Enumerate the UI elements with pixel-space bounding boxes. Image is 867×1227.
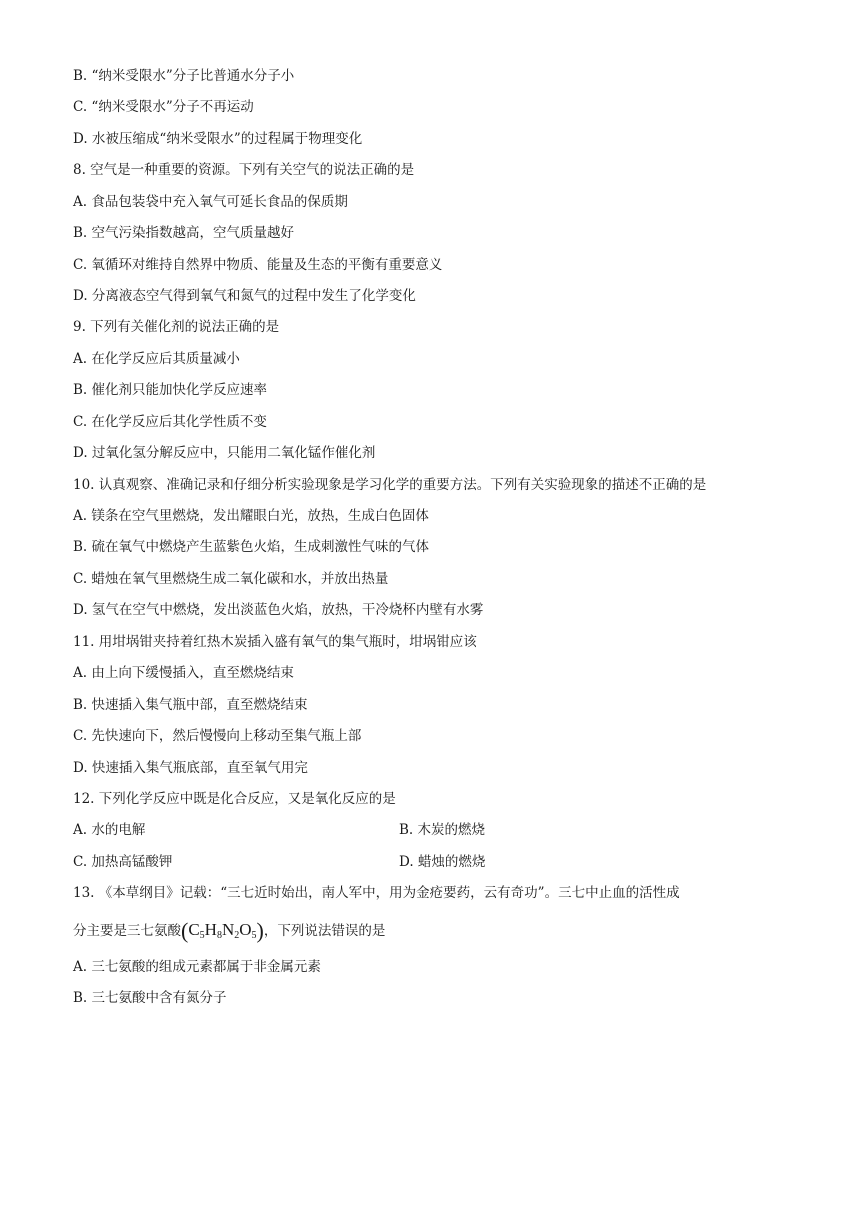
- option-8b: B. 空气污染指数越高，空气质量越好: [73, 225, 295, 241]
- question-12: 12. 下列化学反应中既是化合反应，又是氧化反应的是: [73, 791, 396, 807]
- option-8c: C. 氧循环对维持自然界中物质、能量及生态的平衡有重要意义: [73, 257, 443, 273]
- question-13: 13. 《本草纲目》记载：“三七近时始出，南人军中，用为金疮要药，云有奇功”。三七中止血的活性成: [73, 885, 680, 901]
- option-13a: A. 三七氨酸的组成元素都属于非金属元素: [73, 959, 321, 975]
- option-9a: A. 在化学反应后其质量减小: [73, 351, 240, 367]
- option-12b: B. 木炭的燃烧: [399, 822, 486, 838]
- option-9d: D. 过氧化氢分解反应中，只能用二氧化锰作催化剂: [73, 445, 376, 461]
- option-8d: D. 分离液态空气得到氧气和氮气的过程中发生了化学变化: [73, 288, 416, 304]
- option-12c: C. 加热高锰酸钾: [73, 854, 173, 870]
- option-7c: C. “纳米受限水”分子不再运动: [73, 99, 254, 115]
- option-13b: B. 三七氨酸中含有氮分子: [73, 990, 227, 1006]
- option-10c: C. 蜡烛在氧气里燃烧生成二氧化碳和水，并放出热量: [73, 571, 389, 587]
- option-11a: A. 由上向下缓慢插入，直至燃烧结束: [73, 665, 294, 681]
- chemical-formula: $(C_5H_8N_2O_5)$: [181, 918, 264, 943]
- question-13-continued: [73, 918, 386, 943]
- question-10: 10. 认真观察、准确记录和仔细分析实验现象是学习化学的重要方法。下列有关实验现象的描述不正确的是: [73, 477, 707, 493]
- question-13-text-before: 分主要是三七氨酸: [73, 923, 181, 939]
- question-11: 11. 用坩埚钳夹持着红热木炭插入盛有氧气的集气瓶时，坩埚钳应该: [73, 634, 477, 650]
- option-11d: D. 快速插入集气瓶底部，直至氧气用完: [73, 760, 308, 776]
- question-8: 8. 空气是一种重要的资源。下列有关空气的说法正确的是: [73, 162, 415, 178]
- question-9: 9. 下列有关催化剂的说法正确的是: [73, 319, 280, 335]
- option-9b: B. 催化剂只能加快化学反应速率: [73, 382, 268, 398]
- option-10d: D. 氢气在空气中燃烧，发出淡蓝色火焰，放热，干冷烧杯内壁有水雾: [73, 602, 484, 618]
- option-11b: B. 快速插入集气瓶中部，直至燃烧结束: [73, 697, 308, 713]
- option-7b: B. “纳米受限水”分子比普通水分子小: [73, 68, 295, 84]
- option-10a: A. 镁条在空气里燃烧，发出耀眼白光，放热，生成白色固体: [73, 508, 429, 524]
- option-11c: C. 先快速向下，然后慢慢向上移动至集气瓶上部: [73, 728, 362, 744]
- option-8a: A. 食品包装袋中充入氧气可延长食品的保质期: [73, 194, 348, 210]
- question-13-text-after: ，下列说法错误的是: [263, 923, 386, 939]
- option-7d: D. 水被压缩成“纳米受限水”的过程属于物理变化: [73, 131, 363, 147]
- option-12d: D. 蜡烛的燃烧: [399, 854, 486, 870]
- option-10b: B. 硫在氧气中燃烧产生蓝紫色火焰，生成刺激性气味的气体: [73, 539, 430, 555]
- option-12a: A. 水的电解: [73, 822, 146, 838]
- option-9c: C. 在化学反应后其化学性质不变: [73, 414, 267, 430]
